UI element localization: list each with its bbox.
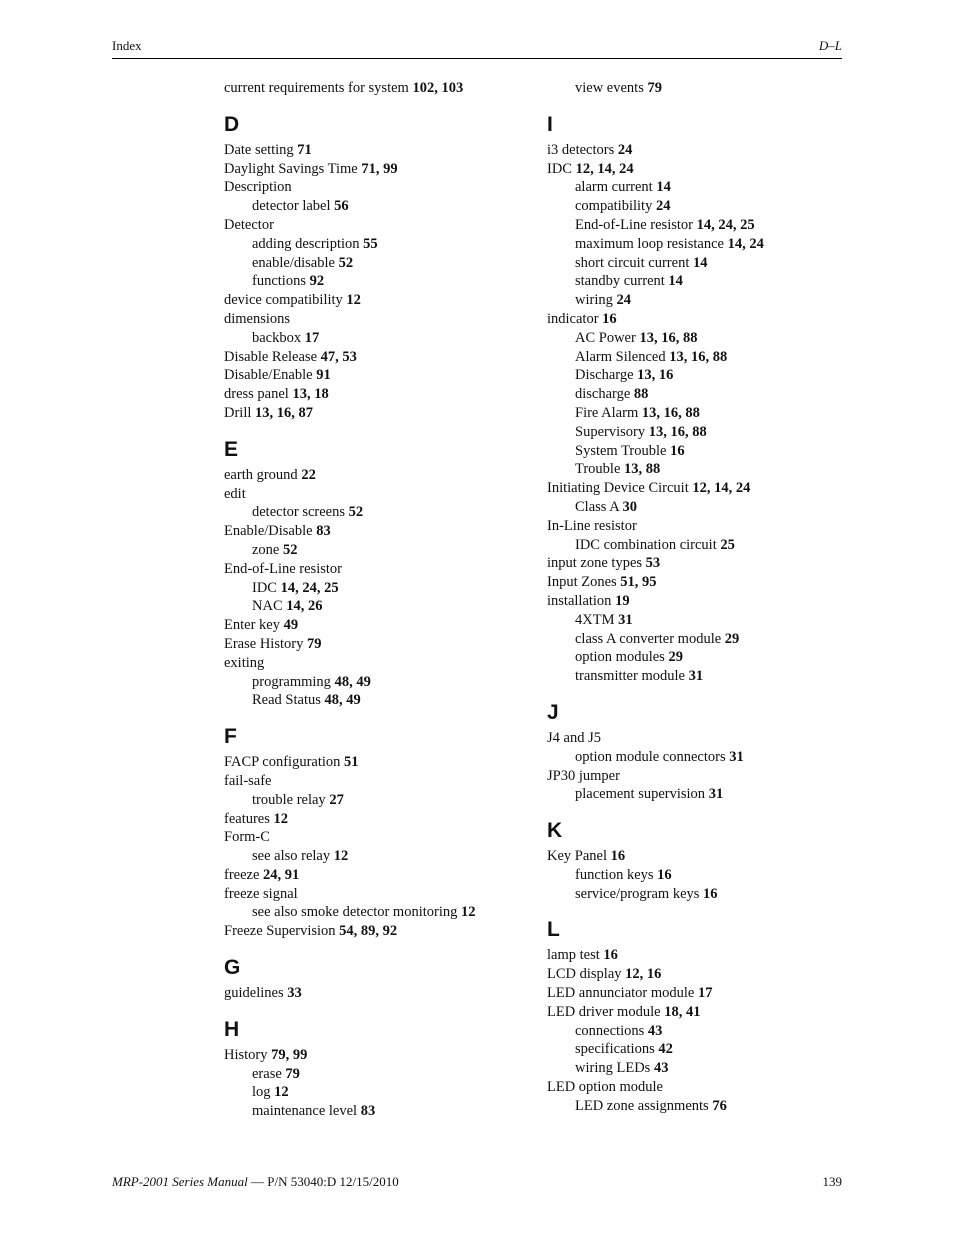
index-subentry: [224, 791, 524, 810]
index-page-refs[interactable]: 48, 49: [334, 673, 371, 690]
running-header-section: Index: [112, 38, 142, 53]
index-term: indicator: [547, 310, 599, 327]
index-term: Form-C: [224, 829, 270, 846]
index-entry: [547, 592, 847, 611]
index-term: Description: [224, 179, 292, 196]
index-term: LED driver module: [547, 1003, 661, 1020]
index-page-refs[interactable]: 13, 16: [637, 367, 674, 384]
index-term: Read Status: [252, 692, 321, 709]
index-subentry: [224, 235, 524, 254]
index-term: Fire Alarm: [575, 404, 639, 421]
index-term: System Trouble: [575, 442, 667, 459]
index-term: Key Panel: [547, 848, 607, 865]
index-entry: [224, 79, 524, 98]
index-page-refs[interactable]: 79: [306, 635, 322, 652]
index-entry: [547, 1003, 847, 1022]
index-term: J4 and J5: [547, 729, 601, 746]
index-term: Date setting: [224, 141, 294, 158]
index-subentry: [547, 460, 847, 479]
index-page-refs[interactable]: 12: [346, 292, 361, 309]
index-page-refs[interactable]: 102, 103: [412, 80, 464, 96]
index-page-refs[interactable]: 22: [301, 466, 316, 483]
index-page-refs[interactable]: 18, 41: [664, 1003, 701, 1020]
index-page-refs[interactable]: 14, 24, 25: [280, 579, 339, 596]
index-term: maximum loop resistance: [575, 235, 724, 252]
index-page-refs[interactable]: 25: [720, 536, 735, 553]
index-page-refs[interactable]: 56: [334, 198, 349, 215]
index-page-refs[interactable]: 91: [316, 367, 331, 384]
index-subentry: [547, 329, 847, 348]
index-page-refs[interactable]: 24: [616, 292, 631, 309]
index-subentry: [224, 673, 524, 692]
index-entry: [224, 348, 524, 367]
index-page-refs[interactable]: 27: [329, 791, 344, 808]
index-page-refs[interactable]: 79: [285, 1065, 300, 1082]
index-term: Disable/Enable: [224, 367, 313, 384]
index-subentry: [547, 291, 847, 310]
index-term: Enter key: [224, 617, 280, 634]
index-page-refs[interactable]: 42: [658, 1041, 673, 1058]
index-entry: [547, 573, 847, 592]
index-page-refs[interactable]: 14, 24, 25: [696, 216, 755, 233]
index-page-refs[interactable]: 13, 88: [624, 461, 661, 478]
index-letter-heading: D: [224, 112, 240, 136]
index-term: Freeze Supervision: [224, 923, 336, 940]
index-term: features: [224, 810, 270, 827]
index-page-refs[interactable]: 31: [729, 748, 744, 765]
page-number: 139: [822, 1174, 842, 1189]
index-page-refs[interactable]: 71, 99: [361, 160, 398, 177]
index-term: IDC: [547, 160, 572, 177]
index-page-refs[interactable]: 12: [274, 1084, 289, 1101]
index-page-refs[interactable]: 16: [703, 885, 718, 902]
index-page-refs[interactable]: 14: [668, 273, 683, 290]
index-entry: [224, 385, 524, 404]
index-page-refs[interactable]: 92: [309, 273, 325, 290]
index-entry: [547, 767, 847, 786]
index-entry: [224, 654, 524, 673]
index-subentry: [547, 648, 847, 667]
index-page-refs[interactable]: 24: [617, 141, 633, 158]
index-term: IDC combination circuit: [575, 536, 717, 553]
index-subentry: [547, 385, 847, 404]
index-term: alarm current: [575, 179, 653, 196]
index-term: Disable Release: [224, 348, 318, 365]
index-page-refs[interactable]: 12: [461, 904, 476, 921]
index-term: LED annunciator module: [547, 985, 695, 1002]
index-subentry: [547, 866, 847, 885]
index-page-refs[interactable]: 14: [692, 254, 708, 271]
index-page-refs[interactable]: 16: [657, 866, 672, 883]
index-page-refs[interactable]: 16: [670, 442, 685, 459]
index-subentry: [224, 254, 524, 273]
index-subentry: [547, 216, 847, 235]
index-term: wiring: [575, 292, 613, 309]
index-letter-heading: F: [224, 725, 237, 749]
index-column-right: [547, 79, 847, 1116]
index-page-refs[interactable]: 16: [610, 848, 626, 865]
index-subentry: [547, 423, 847, 442]
index-term: fail-safe: [224, 772, 272, 789]
index-page-refs[interactable]: 14, 24: [727, 235, 764, 252]
index-term: freeze signal: [224, 885, 298, 902]
index-term: adding description: [252, 235, 360, 252]
index-term: Trouble: [575, 461, 621, 478]
index-page-refs[interactable]: 54, 89, 92: [339, 923, 398, 940]
index-entry: [547, 310, 847, 329]
index-term: compatibility: [575, 198, 653, 215]
index-page-refs[interactable]: 51: [344, 754, 359, 771]
index-term: IDC: [252, 579, 277, 596]
index-entry: [547, 847, 847, 866]
index-entry: [547, 729, 847, 748]
index-term: function keys: [575, 866, 654, 883]
index-term: guidelines: [224, 985, 284, 1002]
index-term: standby current: [575, 273, 665, 290]
index-entry: [224, 560, 524, 579]
index-column-left: [224, 79, 524, 1121]
index-subentry: [547, 1059, 847, 1078]
footer-part-number: — P/N 53040:D 12/15/2010: [247, 1174, 399, 1189]
index-page-refs[interactable]: 53: [645, 555, 661, 572]
index-subentry: [547, 1022, 847, 1041]
index-term: dimensions: [224, 310, 291, 327]
index-term: i3 detectors: [547, 141, 615, 158]
index-subentry: [547, 748, 847, 767]
index-page-refs[interactable]: 31: [618, 611, 633, 628]
index-entry: [224, 310, 524, 329]
index-entry: [547, 160, 847, 179]
index-term: freeze: [224, 866, 260, 883]
index-term: 4XTM: [575, 611, 615, 628]
index-term: Drill: [224, 404, 252, 421]
index-page-refs[interactable]: 12: [333, 848, 349, 865]
index-subentry: [547, 611, 847, 630]
index-subentry: [224, 579, 524, 598]
index-entry: [224, 616, 524, 635]
index-entry: [224, 984, 524, 1003]
index-entry: [224, 753, 524, 772]
index-page-refs[interactable]: 43: [647, 1022, 663, 1039]
index-term: AC Power: [575, 329, 636, 346]
index-term: Alarm Silenced: [575, 348, 666, 365]
index-page-refs[interactable]: 33: [287, 985, 302, 1002]
index-entry: [224, 160, 524, 179]
index-term: view events: [575, 80, 644, 96]
index-subentry: [224, 691, 524, 710]
index-page-refs[interactable]: 51, 95: [620, 574, 657, 591]
index-entry: [224, 216, 524, 235]
index-page-refs[interactable]: 55: [363, 235, 378, 252]
running-header-range: D–L: [818, 38, 842, 53]
index-page-refs[interactable]: 88: [633, 386, 649, 403]
index-term: LCD display: [547, 966, 622, 983]
index-page-refs[interactable]: 52: [348, 504, 364, 521]
index-term: Initiating Device Circuit: [547, 480, 689, 497]
index-term: Erase History: [224, 635, 304, 652]
index-subentry: [224, 541, 524, 560]
index-term: service/program keys: [575, 885, 700, 902]
index-term: enable/disable: [252, 254, 335, 271]
index-subentry: [224, 503, 524, 522]
index-letter-heading: K: [547, 819, 563, 843]
index-subentry: [547, 1040, 847, 1059]
index-term: log: [252, 1084, 271, 1101]
index-term: short circuit current: [575, 254, 690, 271]
index-letter-heading: I: [547, 112, 553, 136]
index-entry: [224, 922, 524, 941]
index-subentry: [547, 1097, 847, 1116]
index-subentry: [224, 847, 524, 866]
footer-manual-title: MRP-2001 Series Manual: [112, 1174, 248, 1189]
index-subentry: [547, 404, 847, 423]
index-entry: [547, 965, 847, 984]
index-term: device compatibility: [224, 292, 343, 309]
index-entry: [224, 291, 524, 310]
index-term: trouble relay: [252, 791, 326, 808]
index-page-refs[interactable]: 52: [283, 541, 298, 558]
index-page-refs[interactable]: 13, 16, 88: [639, 329, 698, 346]
index-term: NAC: [252, 598, 283, 615]
index-entry: [224, 828, 524, 847]
index-entry: [547, 554, 847, 573]
index-term: input zone types: [547, 555, 643, 572]
index-entry: [224, 1046, 524, 1065]
index-entry: [224, 466, 524, 485]
index-entry: [224, 366, 524, 385]
index-subentry: [547, 498, 847, 517]
index-page-refs[interactable]: 19: [615, 592, 630, 609]
index-entry: [224, 772, 524, 791]
index-term: detector screens: [252, 504, 345, 521]
index-page-refs[interactable]: 79: [647, 80, 662, 96]
index-page-refs[interactable]: 13, 16, 88: [669, 348, 728, 365]
index-term: placement supervision: [575, 786, 706, 803]
index-entry: [547, 1078, 847, 1097]
index-term: see also smoke detector monitoring: [252, 904, 458, 921]
index-entry: [224, 522, 524, 541]
index-letter-heading: L: [547, 918, 560, 942]
index-page-refs[interactable]: 43: [653, 1060, 669, 1077]
index-term: History: [224, 1046, 268, 1063]
index-subentry: [547, 178, 847, 197]
index-term: functions: [252, 273, 306, 290]
index-term: detector label: [252, 198, 331, 215]
index-subentry: [547, 536, 847, 555]
index-page-refs[interactable]: 14: [656, 179, 671, 196]
index-entry: [224, 810, 524, 829]
index-page-refs[interactable]: 24, 91: [263, 866, 300, 883]
index-page-refs[interactable]: 76: [712, 1097, 727, 1114]
index-term: Enable/Disable: [224, 523, 313, 540]
index-page-refs[interactable]: 83: [360, 1103, 376, 1120]
index-subentry: [224, 1065, 524, 1084]
index-page-refs[interactable]: 29: [668, 649, 683, 666]
index-term: current requirements for system: [224, 80, 409, 96]
index-subentry: [547, 235, 847, 254]
index-entry: [547, 946, 847, 965]
index-subentry: [547, 630, 847, 649]
index-term: LED zone assignments: [575, 1097, 709, 1114]
index-page-refs[interactable]: 83: [316, 523, 331, 540]
index-page-refs[interactable]: 52: [338, 254, 354, 271]
index-page-refs[interactable]: 13, 18: [292, 386, 329, 403]
index-term: End-of-Line resistor: [575, 216, 693, 233]
footer-manual-info: [112, 1174, 399, 1190]
index-entry: [224, 178, 524, 197]
index-entry: [547, 517, 847, 536]
index-subentry: [547, 79, 847, 98]
index-entry: [224, 485, 524, 504]
index-page-refs[interactable]: 49: [283, 617, 299, 634]
index-term: Supervisory: [575, 423, 646, 440]
index-entry: [224, 635, 524, 654]
index-entry: [547, 479, 847, 498]
index-page-refs[interactable]: 14, 26: [286, 598, 323, 615]
index-subentry: [547, 197, 847, 216]
index-subentry: [547, 272, 847, 291]
index-subentry: [547, 348, 847, 367]
index-letter-heading: G: [224, 956, 241, 980]
index-entry: [224, 866, 524, 885]
index-term: Discharge: [575, 367, 634, 384]
index-term: LED option module: [547, 1079, 663, 1096]
index-term: option modules: [575, 649, 665, 666]
index-term: FACP configuration: [224, 754, 341, 771]
header-rule: [112, 58, 842, 59]
index-term: class A converter module: [575, 630, 722, 647]
index-page-refs[interactable]: 31: [688, 668, 704, 685]
index-subentry: [547, 785, 847, 804]
index-term: zone: [252, 541, 280, 558]
index-subentry: [547, 885, 847, 904]
index-page-refs[interactable]: 31: [708, 786, 724, 803]
index-page-refs[interactable]: 47, 53: [320, 348, 357, 365]
index-term: connections: [575, 1022, 645, 1039]
index-page-refs[interactable]: 29: [724, 630, 740, 647]
index-page-refs[interactable]: 71: [297, 141, 312, 158]
index-page-refs[interactable]: 12, 14, 24: [692, 480, 751, 497]
index-term: transmitter module: [575, 668, 685, 685]
index-term: discharge: [575, 386, 631, 403]
index-term: programming: [252, 673, 331, 690]
index-term: Input Zones: [547, 574, 617, 591]
index-page-refs[interactable]: 17: [698, 985, 713, 1002]
index-page-refs[interactable]: 79, 99: [271, 1046, 308, 1063]
index-page-refs[interactable]: 16: [602, 310, 617, 327]
index-subentry: [547, 254, 847, 273]
index-subentry: [547, 366, 847, 385]
index-term: Class A: [575, 498, 619, 515]
index-term: edit: [224, 485, 246, 502]
index-term: backbox: [252, 329, 302, 346]
index-letter-heading: H: [224, 1017, 240, 1041]
index-page-refs[interactable]: 13, 16, 88: [648, 423, 707, 440]
index-term: Detector: [224, 216, 274, 233]
index-subentry: [224, 197, 524, 216]
index-page-refs[interactable]: 13, 16, 87: [255, 404, 314, 421]
index-term: specifications: [575, 1041, 655, 1058]
index-subentry: [547, 667, 847, 686]
index-term: exiting: [224, 654, 265, 671]
index-term: earth ground: [224, 466, 298, 483]
index-subentry: [224, 272, 524, 291]
index-page-refs[interactable]: 12, 14, 24: [575, 160, 634, 177]
index-entry: [547, 141, 847, 160]
index-page-refs[interactable]: 24: [655, 198, 671, 215]
index-term: In-Line resistor: [547, 517, 637, 534]
index-page-refs[interactable]: 30: [622, 498, 638, 515]
index-subentry: [224, 329, 524, 348]
index-subentry: [224, 1102, 524, 1121]
index-page-refs[interactable]: 12, 16: [625, 966, 662, 983]
index-subentry: [224, 597, 524, 616]
index-term: wiring LEDs: [575, 1060, 651, 1077]
index-term: erase: [252, 1065, 282, 1082]
index-term: installation: [547, 592, 612, 609]
index-page-refs[interactable]: 13, 16, 88: [641, 404, 700, 421]
index-entry: [547, 984, 847, 1003]
index-term: see also relay: [252, 848, 331, 865]
index-page-refs[interactable]: 16: [603, 947, 618, 964]
index-term: JP30 jumper: [547, 767, 620, 784]
index-term: option module connectors: [575, 748, 726, 765]
index-term: Daylight Savings Time: [224, 160, 358, 177]
index-term: maintenance level: [252, 1103, 358, 1120]
index-term: dress panel: [224, 386, 289, 403]
index-page-refs[interactable]: 12: [273, 810, 289, 827]
index-term: lamp test: [547, 947, 600, 964]
index-entry: [224, 885, 524, 904]
index-letter-heading: J: [547, 700, 559, 724]
index-page-refs[interactable]: 17: [304, 329, 320, 346]
index-entry: [224, 404, 524, 423]
index-subentry: [547, 442, 847, 461]
index-subentry: [224, 1083, 524, 1102]
index-letter-heading: E: [224, 437, 239, 461]
index-page-refs[interactable]: 48, 49: [324, 692, 361, 709]
index-subentry: [224, 903, 524, 922]
index-term: End-of-Line resistor: [224, 560, 342, 577]
index-entry: [224, 141, 524, 160]
